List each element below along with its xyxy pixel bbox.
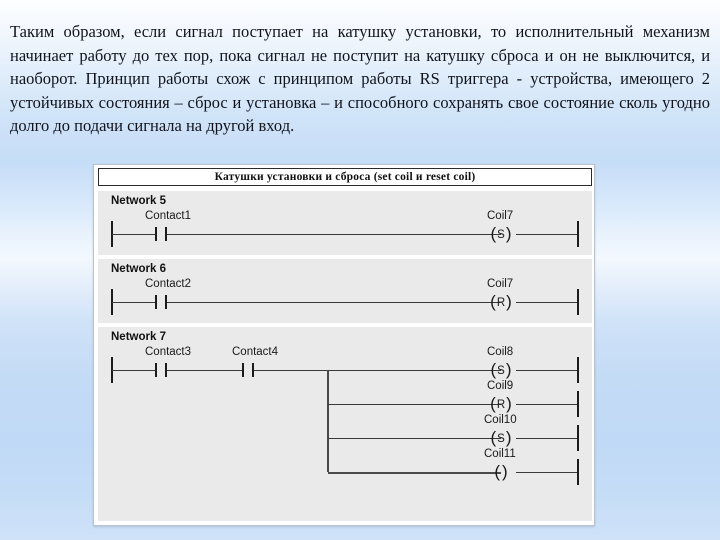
coil-mode: S xyxy=(497,229,505,241)
coil-label: Coil7 xyxy=(487,210,514,222)
ladder-diagram-figure xyxy=(93,164,595,526)
coil-mode: R xyxy=(496,297,506,309)
contact-bar-left xyxy=(155,227,157,241)
coil-paren-open: ( xyxy=(490,428,497,447)
contact-label: Contact1 xyxy=(145,210,192,222)
network-label-6: Network 6 xyxy=(111,263,166,275)
coil-mode: R xyxy=(496,399,506,411)
paragraph-line-1: Таким образом, если сигнал поступает на катушку установки, то исполнительный xyxy=(10,22,634,41)
network-label-7: Network 7 xyxy=(111,331,166,343)
rung-segment xyxy=(112,370,156,371)
coil-paren-close: ) xyxy=(506,394,512,413)
rung-segment xyxy=(516,370,577,371)
coil-label: Coil10 xyxy=(484,414,517,426)
coil-paren-open: ( xyxy=(490,360,497,379)
right-power-rail xyxy=(577,357,579,383)
coil-mode: S xyxy=(497,433,505,445)
coil-paren-close: ) xyxy=(505,224,512,243)
contact-label: Contact2 xyxy=(145,278,192,290)
rung-segment xyxy=(328,438,501,439)
rung-segment xyxy=(254,370,328,371)
coil-label: Coil7 xyxy=(487,278,514,290)
coil-label: Coil9 xyxy=(487,380,514,392)
rung-segment xyxy=(516,472,577,473)
contact-bar-left xyxy=(242,363,244,377)
contact-label: Contact3 xyxy=(145,346,192,358)
coil-label: Coil11 xyxy=(484,448,516,460)
rung-segment xyxy=(516,438,577,439)
network-block-6 xyxy=(98,259,592,323)
coil-label: Coil8 xyxy=(487,346,514,358)
coil-symbol[interactable] xyxy=(486,225,516,243)
paragraph-line-2: механизм начинает работу до тех пор, пока сигнал не поступит на катушку сброса и xyxy=(10,22,710,65)
rung-segment xyxy=(516,404,577,405)
rung-segment xyxy=(328,404,501,405)
coil-paren-open: ( xyxy=(490,224,497,243)
rung-segment xyxy=(167,234,501,235)
coil-paren-open: ( xyxy=(494,462,500,481)
coil-symbol[interactable] xyxy=(486,361,516,379)
contact-label: Contact4 xyxy=(232,346,279,358)
coil-symbol[interactable] xyxy=(486,463,516,481)
figure-title-bar: Катушки установки и сброса (set coil и reset coil) xyxy=(98,168,592,186)
coil-paren-close: ) xyxy=(505,428,512,447)
rung-segment xyxy=(328,472,501,474)
coil-paren-open: ( xyxy=(490,292,496,311)
body-paragraph xyxy=(10,20,710,138)
network-block-7 xyxy=(98,327,592,521)
paragraph-line-5: способного сохранять свое состояние сколь угодно долго до подачи сигнала на xyxy=(10,92,711,135)
paragraph-line-3: он не выключится, и наоборот. Принцип работы схож с принципом работы RS xyxy=(10,45,711,88)
right-power-rail xyxy=(577,425,579,451)
rung-segment xyxy=(112,302,156,303)
rung-segment xyxy=(328,370,501,371)
branch-bus xyxy=(327,370,329,472)
rung-segment xyxy=(112,234,156,235)
right-power-rail xyxy=(577,289,579,315)
coil-symbol[interactable] xyxy=(486,429,516,447)
coil-paren-open: ( xyxy=(490,394,496,413)
rung-segment xyxy=(516,234,577,235)
coil-paren-close: ) xyxy=(505,360,512,379)
coil-paren-close: ) xyxy=(506,292,512,311)
paragraph-line-6: другой вход. xyxy=(206,116,295,135)
right-power-rail xyxy=(577,221,579,247)
network-block-5 xyxy=(98,191,592,255)
coil-symbol[interactable] xyxy=(486,395,516,413)
network-label-5: Network 5 xyxy=(111,195,166,207)
rung-segment xyxy=(167,302,501,303)
rung-segment xyxy=(167,370,243,371)
contact-bar-left xyxy=(155,363,157,377)
paragraph-line-4: триггера - устройства, имеющего 2 устойчивых состояния – сброс и установка – и xyxy=(10,69,710,112)
coil-paren-close: ) xyxy=(502,462,508,481)
right-power-rail xyxy=(577,459,579,485)
coil-mode: S xyxy=(497,365,505,377)
rung-segment xyxy=(516,302,577,303)
right-power-rail xyxy=(577,391,579,417)
contact-bar-left xyxy=(155,295,157,309)
coil-symbol[interactable] xyxy=(486,293,516,311)
